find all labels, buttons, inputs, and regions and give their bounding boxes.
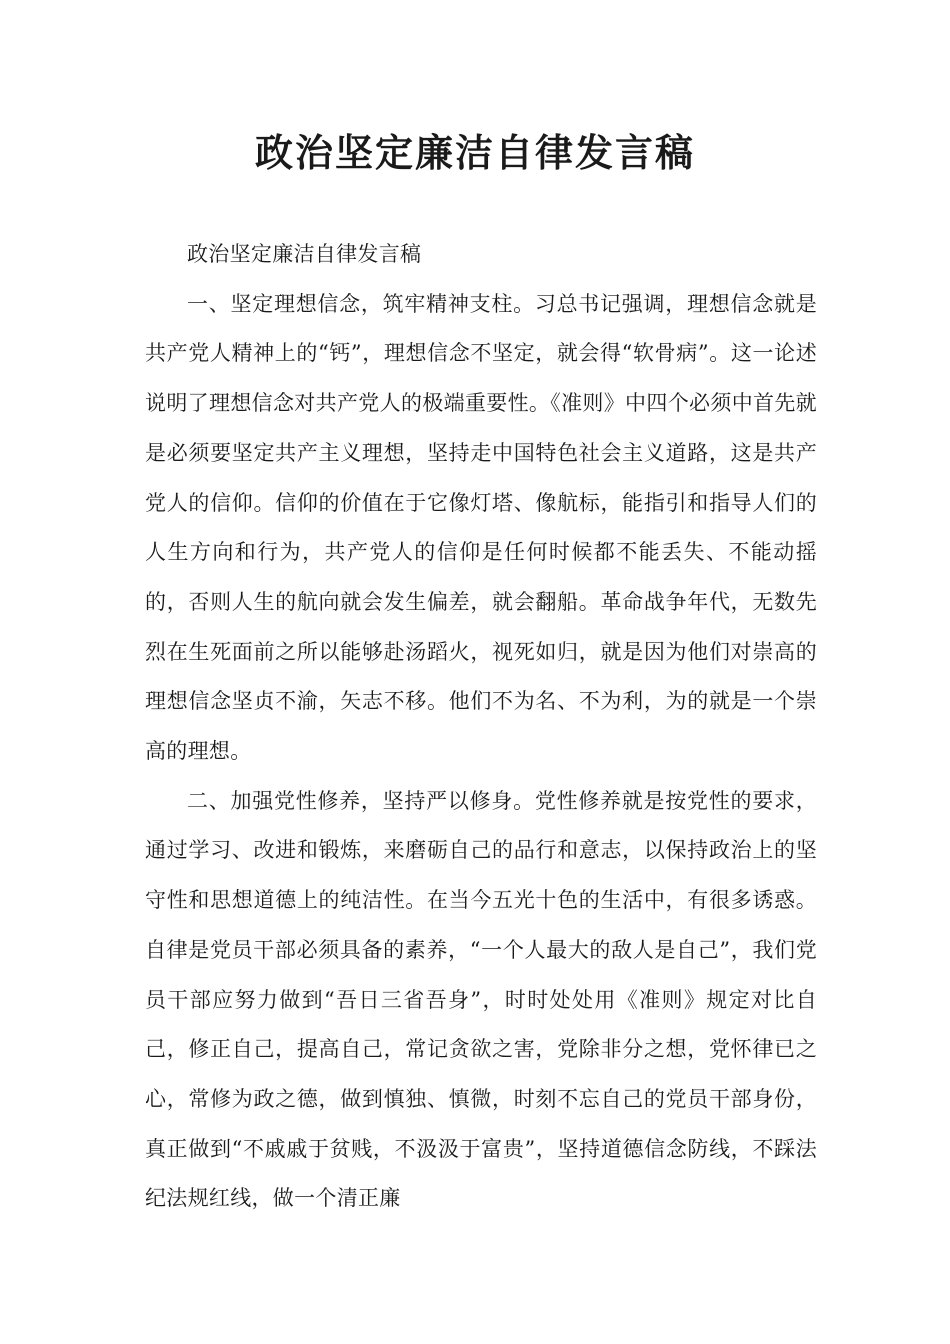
document-body [145, 230, 817, 1224]
document-title: 政治坚定廉洁自律发言稿 [254, 131, 695, 175]
paragraph-2: 二、加强党性修养，坚持严以修身。党性修养就是按党性的要求，通过学习、改进和锻炼，来磨砺自己的品行和意志，以保持政治上的坚守性和思想道德上的纯洁性。在当今五光十色的生活中，有很多诱惑。自律是党员干部必须具备的素养，“一个人最大的敌人是自己”，我们党员干部应努力做到“吾日三省吾身”，时时处处用《准则》规定对比自己，修正自己，提高自己，常记贪欲之害，党除非分之想，党怀律已之心，常修为政之德，做到慎独、慎微，时刻不忘自己的党员干部身份，真正做到“不戚戚于贫贱，不汲汲于富贵”，坚持道德信念防线，不踩法纪法规红线，做一个清正廉 [145, 788, 817, 1211]
document-subtitle: 政治坚定廉洁自律发言稿 [187, 242, 422, 266]
paragraph-1: 一、坚定理想信念，筑牢精神支柱。习总书记强调，理想信念就是共产党人精神上的“钙”，理想信念不坚定，就会得“软骨病”。这一论述说明了理想信念对共产党人的极端重要性。《准则》中四个必须中首先就是必须要坚定共产主义理想，坚持走中国特色社会主义道路，这是共产党人的信仰。信仰的价值在于它像灯塔、像航标，能指引和指导人们的人生方向和行为，共产党人的信仰是任何时候都不能丢失、不能动摇的，否则人生的航向就会发生偏差，就会翻船。革命战争年代，无数先烈在生死面前之所以能够赴汤蹈火，视死如归，就是因为他们对崇高的理想信念坚贞不渝，矢志不移。他们不为名、不为利，为的就是一个崇高的理想。 [145, 291, 817, 764]
